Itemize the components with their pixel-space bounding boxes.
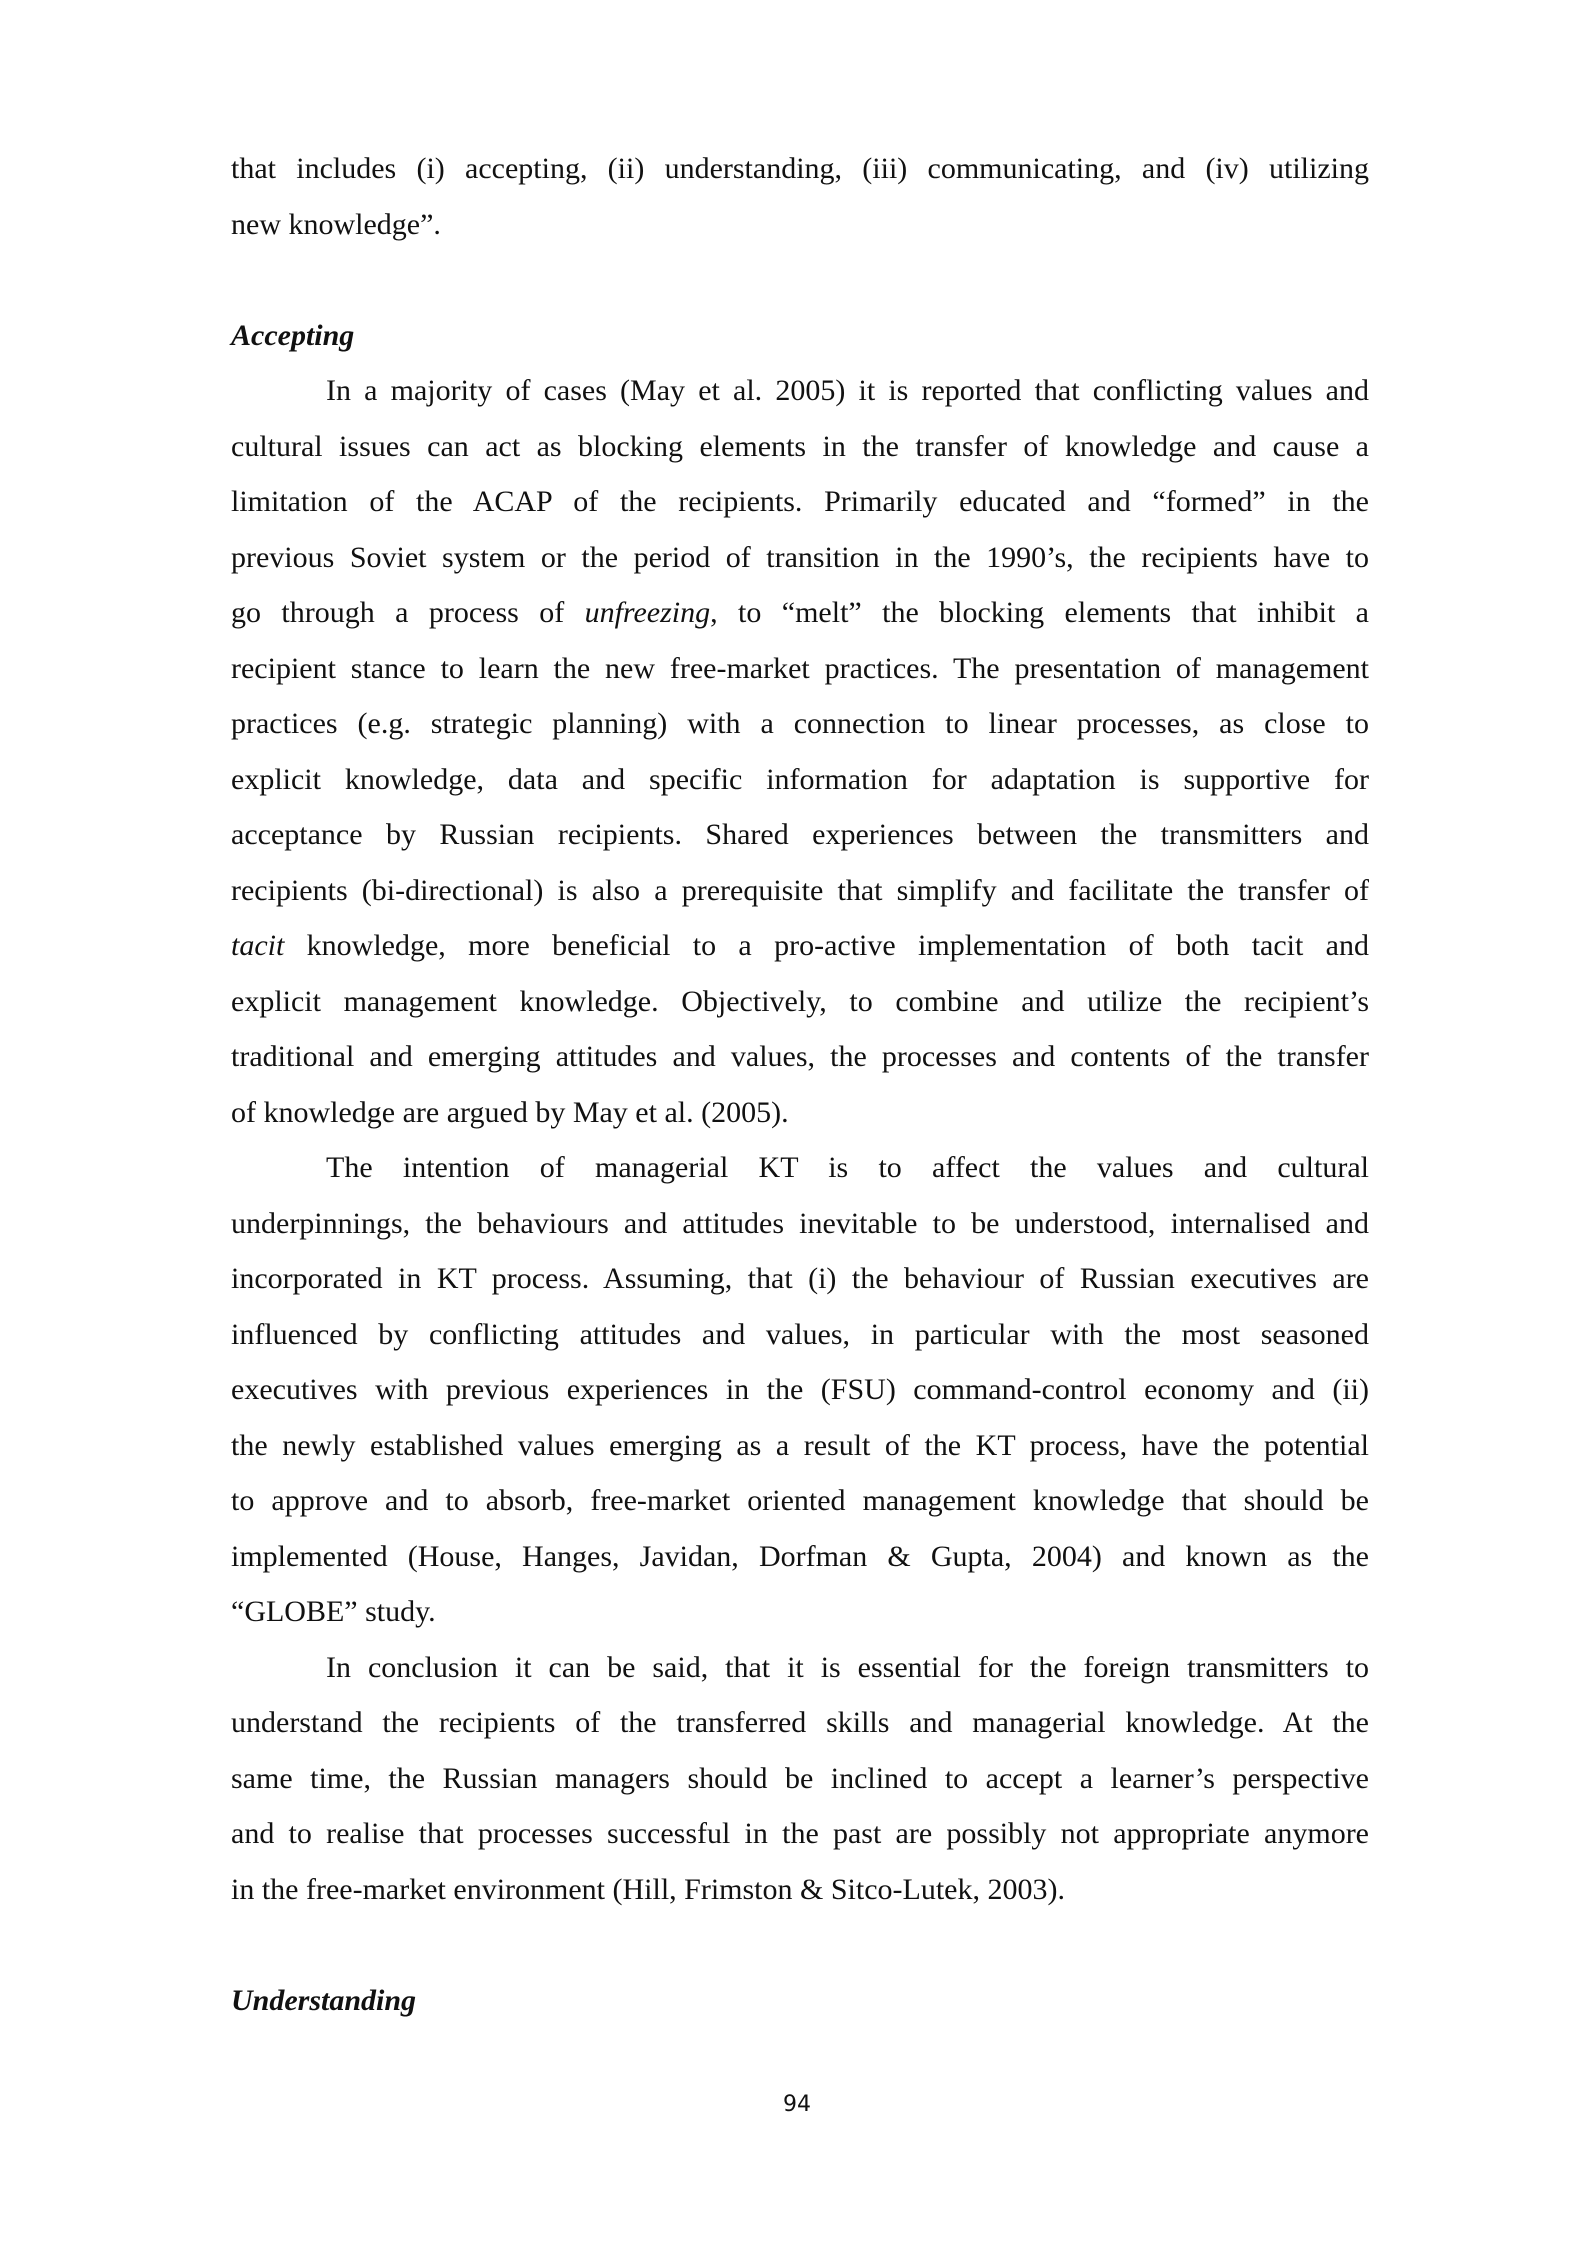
text-line bbox=[231, 918, 1369, 974]
text-line bbox=[231, 530, 1369, 586]
paragraph bbox=[231, 141, 1369, 252]
text-segment: traditional and emerging attitudes and values, the processes and contents of the transfer bbox=[231, 1040, 1369, 1073]
text-segment: understand the recipients of the transferred skills and managerial knowledge. At the bbox=[231, 1706, 1369, 1739]
blank-line bbox=[231, 252, 1369, 308]
text-segment: In a majority of cases (May et al. 2005) it is reported that conflicting values and bbox=[326, 374, 1369, 407]
text-line bbox=[231, 1029, 1369, 1085]
text-segment: cultural issues can act as blocking elements in the transfer of knowledge and cause a bbox=[231, 429, 1369, 463]
text-line bbox=[231, 752, 1369, 808]
text-line bbox=[231, 1862, 1369, 1918]
text-line bbox=[231, 863, 1369, 919]
text-segment: to approve and to absorb, free-market oriented management knowledge that should be bbox=[231, 1484, 1369, 1517]
document-body bbox=[231, 141, 1369, 2028]
text-segment: , to “melt” the blocking elements that inhibit a bbox=[710, 596, 1369, 629]
text-segment: acceptance by Russian recipients. Shared experiences between the transmitters and bbox=[231, 818, 1369, 851]
text-line bbox=[231, 1473, 1369, 1529]
text-segment: “GLOBE” study. bbox=[231, 1595, 436, 1628]
italic-text: tacit bbox=[231, 929, 285, 962]
text-segment: same time, the Russian managers should be inclined to accept a learner’s perspective bbox=[231, 1761, 1369, 1795]
text-segment: recipient stance to learn the new free-market practices. The presentation of management bbox=[231, 651, 1369, 685]
text-line bbox=[231, 1196, 1369, 1252]
text-line bbox=[231, 363, 1369, 419]
text-segment: explicit management knowledge. Objectively, to combine and utilize the recipient’s bbox=[231, 984, 1369, 1018]
text-line bbox=[231, 1418, 1369, 1474]
italic-text: unfreezing bbox=[584, 596, 711, 629]
paragraph bbox=[231, 363, 1369, 1140]
text-segment: incorporated in KT process. Assuming, that (i) the behaviour of Russian executives are bbox=[231, 1262, 1369, 1295]
text-line bbox=[231, 1751, 1369, 1807]
text-line bbox=[231, 1140, 1369, 1196]
text-line bbox=[231, 474, 1369, 530]
text-segment: limitation of the ACAP of the recipients. Primarily educated and “formed” in the bbox=[231, 485, 1369, 518]
text-line bbox=[231, 1640, 1369, 1696]
text-line bbox=[231, 1362, 1369, 1418]
section-heading: Accepting bbox=[231, 318, 355, 352]
text-line bbox=[231, 419, 1369, 475]
text-segment: that includes (i) accepting, (ii) understanding, (iii) communicating, and (iv) utilizing bbox=[231, 152, 1369, 185]
text-segment: new knowledge”. bbox=[231, 207, 441, 241]
text-line bbox=[231, 1307, 1369, 1363]
text-segment: in the free-market environment (Hill, Frimston & Sitco-Lutek, 2003). bbox=[231, 1872, 1065, 1906]
text-segment: go through a process of bbox=[231, 596, 585, 629]
text-segment: practices (e.g. strategic planning) with a connection to linear processes, as close to bbox=[231, 707, 1369, 740]
section-heading: Understanding bbox=[231, 1983, 417, 2017]
blank-line bbox=[231, 1917, 1369, 1973]
text-segment: executives with previous experiences in the (FSU) command-control economy and (ii) bbox=[231, 1373, 1369, 1406]
text-segment: previous Soviet system or the period of transition in the 1990’s, the recipients have to bbox=[231, 540, 1369, 574]
text-line bbox=[231, 197, 1369, 253]
text-line bbox=[231, 1529, 1369, 1585]
text-segment: In conclusion it can be said, that it is essential for the foreign transmitters to bbox=[326, 1650, 1369, 1684]
text-segment: the newly established values emerging as a result of the KT process, have the potential bbox=[231, 1428, 1369, 1462]
text-line bbox=[231, 141, 1369, 197]
text-segment: implemented (House, Hanges, Javidan, Dorfman & Gupta, 2004) and known as the bbox=[231, 1539, 1369, 1573]
text-segment: explicit knowledge, data and specific information for adaptation is supportive for bbox=[231, 762, 1369, 796]
text-line bbox=[231, 585, 1369, 641]
paragraph bbox=[231, 1640, 1369, 1918]
text-line bbox=[231, 807, 1369, 863]
text-line bbox=[231, 1584, 1369, 1640]
text-segment: recipients (bi-directional) is also a prerequisite that simplify and facilitate the transfer of bbox=[231, 873, 1369, 907]
text-line bbox=[231, 1251, 1369, 1307]
text-segment: of knowledge are argued by May et al. (2005). bbox=[231, 1095, 789, 1129]
text-line bbox=[231, 1806, 1369, 1862]
text-line bbox=[231, 696, 1369, 752]
text-segment: knowledge, more beneficial to a pro-active implementation of both tacit and bbox=[284, 929, 1369, 962]
text-line bbox=[231, 1085, 1369, 1141]
text-segment: and to realise that processes successful in the past are possibly not appropriate anymore bbox=[231, 1817, 1369, 1850]
text-line bbox=[231, 641, 1369, 697]
text-segment: The intention of managerial KT is to affect the values and cultural bbox=[326, 1151, 1369, 1184]
page-number: 94 bbox=[783, 2092, 811, 2117]
text-line bbox=[231, 1695, 1369, 1751]
paragraph bbox=[231, 1140, 1369, 1640]
text-segment: underpinnings, the behaviours and attitudes inevitable to be understood, internalised and bbox=[231, 1206, 1369, 1240]
text-segment: influenced by conflicting attitudes and values, in particular with the most seasoned bbox=[231, 1317, 1369, 1351]
text-line bbox=[231, 974, 1369, 1030]
